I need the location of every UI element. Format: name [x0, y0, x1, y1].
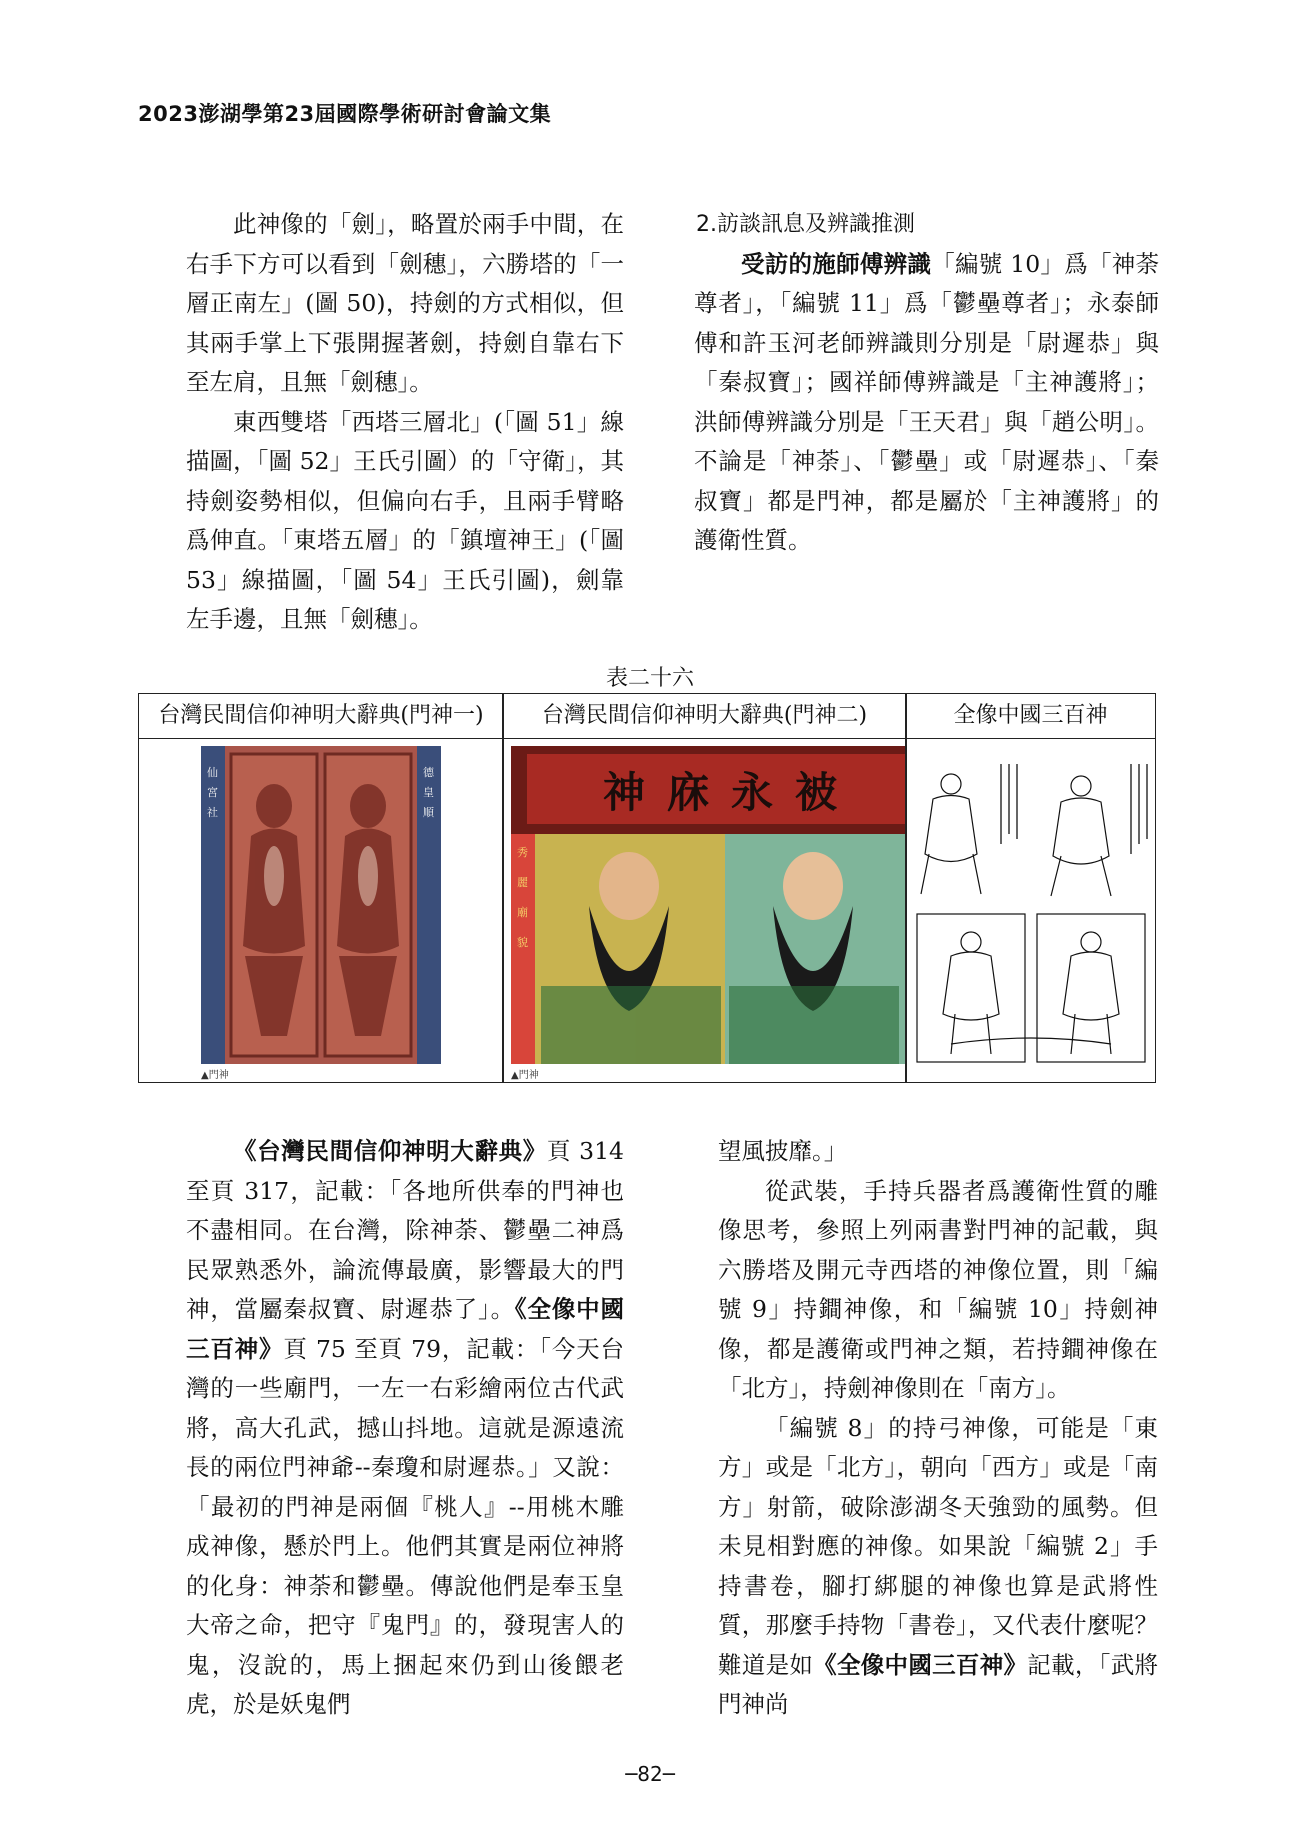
bottom-left-column: [186, 1132, 624, 1725]
table-header-cell: 全像中國三百神: [906, 694, 1155, 739]
page-number: ─82─: [625, 1762, 675, 1786]
svg-text:順: 順: [423, 806, 434, 819]
svg-text:社: 社: [207, 806, 218, 819]
photo-tag: ▲門神: [201, 1070, 229, 1081]
bold-phrase: 受訪的施師傅辨識: [741, 249, 932, 278]
svg-text:貌: 貌: [517, 936, 528, 949]
svg-text:麗: 麗: [517, 876, 528, 889]
paragraph: 望風披靡。」: [718, 1137, 848, 1165]
line-drawing-door-gods: [911, 744, 1153, 1066]
paragraph: 此神像的「劍」，略置於兩手中間，在右手下方可以看到「劍穗」，六勝塔的「一層正南左」(圖 50)，持劍的方式相似，但其兩手掌上下張開握著劍，持劍自靠右下至左肩，且無「劍穗」。: [186, 210, 624, 396]
paragraph-text: 記載，「武將門神尚: [718, 1650, 1159, 1718]
figure-table: [138, 693, 1156, 1083]
paragraph-text: 「編號 8」的持弓神像，可能是「東方」或是「北方」，朝向「西方」或是「南方」射箭，破除澎湖冬天強勁的風勢。但未見相對應的神像。如果說「編號 2」手持書卷，腳打綁腿的神像也算是武將性質，那麼手持物「書卷」，又代表什麼呢？難道是如: [718, 1413, 1158, 1679]
book-title: 《全像中國三百神》: [813, 1650, 1028, 1679]
paragraph: [718, 1409, 1158, 1725]
book-title: 《全像中國三百神》: [186, 1295, 625, 1363]
svg-text:宮: 宮: [207, 786, 218, 799]
svg-text:秀: 秀: [517, 846, 528, 859]
book-title: 《台灣民間信仰神明大辭典》: [233, 1137, 547, 1165]
svg-text:皇: 皇: [423, 786, 434, 799]
table-header-cell: 台灣民間信仰神明大辭典(門神一): [139, 694, 503, 739]
banner-text: 神庥永被: [602, 768, 859, 817]
painted-door-gods-photo: [511, 746, 905, 1064]
svg-text:廟: 廟: [517, 906, 528, 919]
running-head: 2023澎湖學第23屆國際學術研討會論文集: [138, 102, 552, 126]
paragraph: [186, 1132, 624, 1725]
paragraph-text: 「編號 10」爲「神荼尊者」，「編號 11」爲「鬱壘尊者」；永泰師傅和許玉河老師辨識則分別是「尉遲恭」與「秦叔寶」；國祥師傅辨識是「主神護將」；洪師傅辨識分別是「王天君」與「趙公明」。不論是「神荼」、「鬱壘」或「尉遲恭」、「秦叔寶」都是門神，都是屬於「主神護將」的護衛性質。: [694, 249, 1160, 554]
bottom-right-column: [718, 1132, 1158, 1725]
table-header-cell: 台灣民間信仰神明大辭典(門神二): [503, 694, 906, 739]
top-left-column: [186, 205, 624, 640]
top-right-column: [694, 205, 1159, 561]
paragraph-text: 頁 314 至頁 317，記載：「各地所供奉的門神也不盡相同。在台灣，除神荼、鬱壘二神爲民眾熟悉外，論流傳最廣，影響最大的門神，當屬秦叔寶、尉遲恭了」。: [186, 1137, 625, 1323]
table-divider: [905, 694, 907, 1082]
svg-text:仙: 仙: [207, 766, 218, 779]
paragraph: 從武裝，手持兵器者爲護衛性質的雕像思考，參照上列兩書對門神的記載，與六勝塔及開元寺西塔的神像位置，則「編號 9」持鐧神像，和「編號 10」持劍神像，都是護衛或門神之類，若持鐧神像在「北方」，持劍神像則在「南方」。: [718, 1176, 1158, 1402]
svg-text:德: 德: [423, 766, 434, 779]
table-divider: [502, 694, 504, 1082]
paragraph: [694, 245, 1159, 561]
section-heading: 2.訪談訊息及辨識推測: [696, 212, 915, 237]
carved-door-gods-photo: [201, 746, 441, 1064]
photo-tag: ▲門神: [511, 1070, 539, 1081]
paragraph-text: 頁 75 至頁 79，記載：「今天台灣的一些廟門，一左一右彩繪兩位古代武將，高大孔武，撼山抖地。這就是源遠流長的兩位門神爺--秦瓊和尉遲恭。」又說：「最初的門神是兩個『桃人』--用桃木雕成神像，懸於門上。他們其實是兩位神將的化身：神荼和鬱壘。傳說他們是奉玉皇大帝之命，把守『鬼門』的，發現害人的鬼，沒說的，馬上捆起來仍到山後餵老虎，於是妖鬼們: [186, 1334, 624, 1718]
table-caption: 表二十六: [605, 666, 694, 691]
paragraph: 東西雙塔「西塔三層北」(「圖 51」線描圖，「圖 52」王氏引圖）的「守衛」，其持劍姿勢相似，但偏向右手，且兩手臂略爲伸直。「東塔五層」的「鎮壇神王」(「圖 53」線描圖，「圖 54」王氏引圖)，劍靠左手邊，且無「劍穗」。: [186, 407, 624, 633]
